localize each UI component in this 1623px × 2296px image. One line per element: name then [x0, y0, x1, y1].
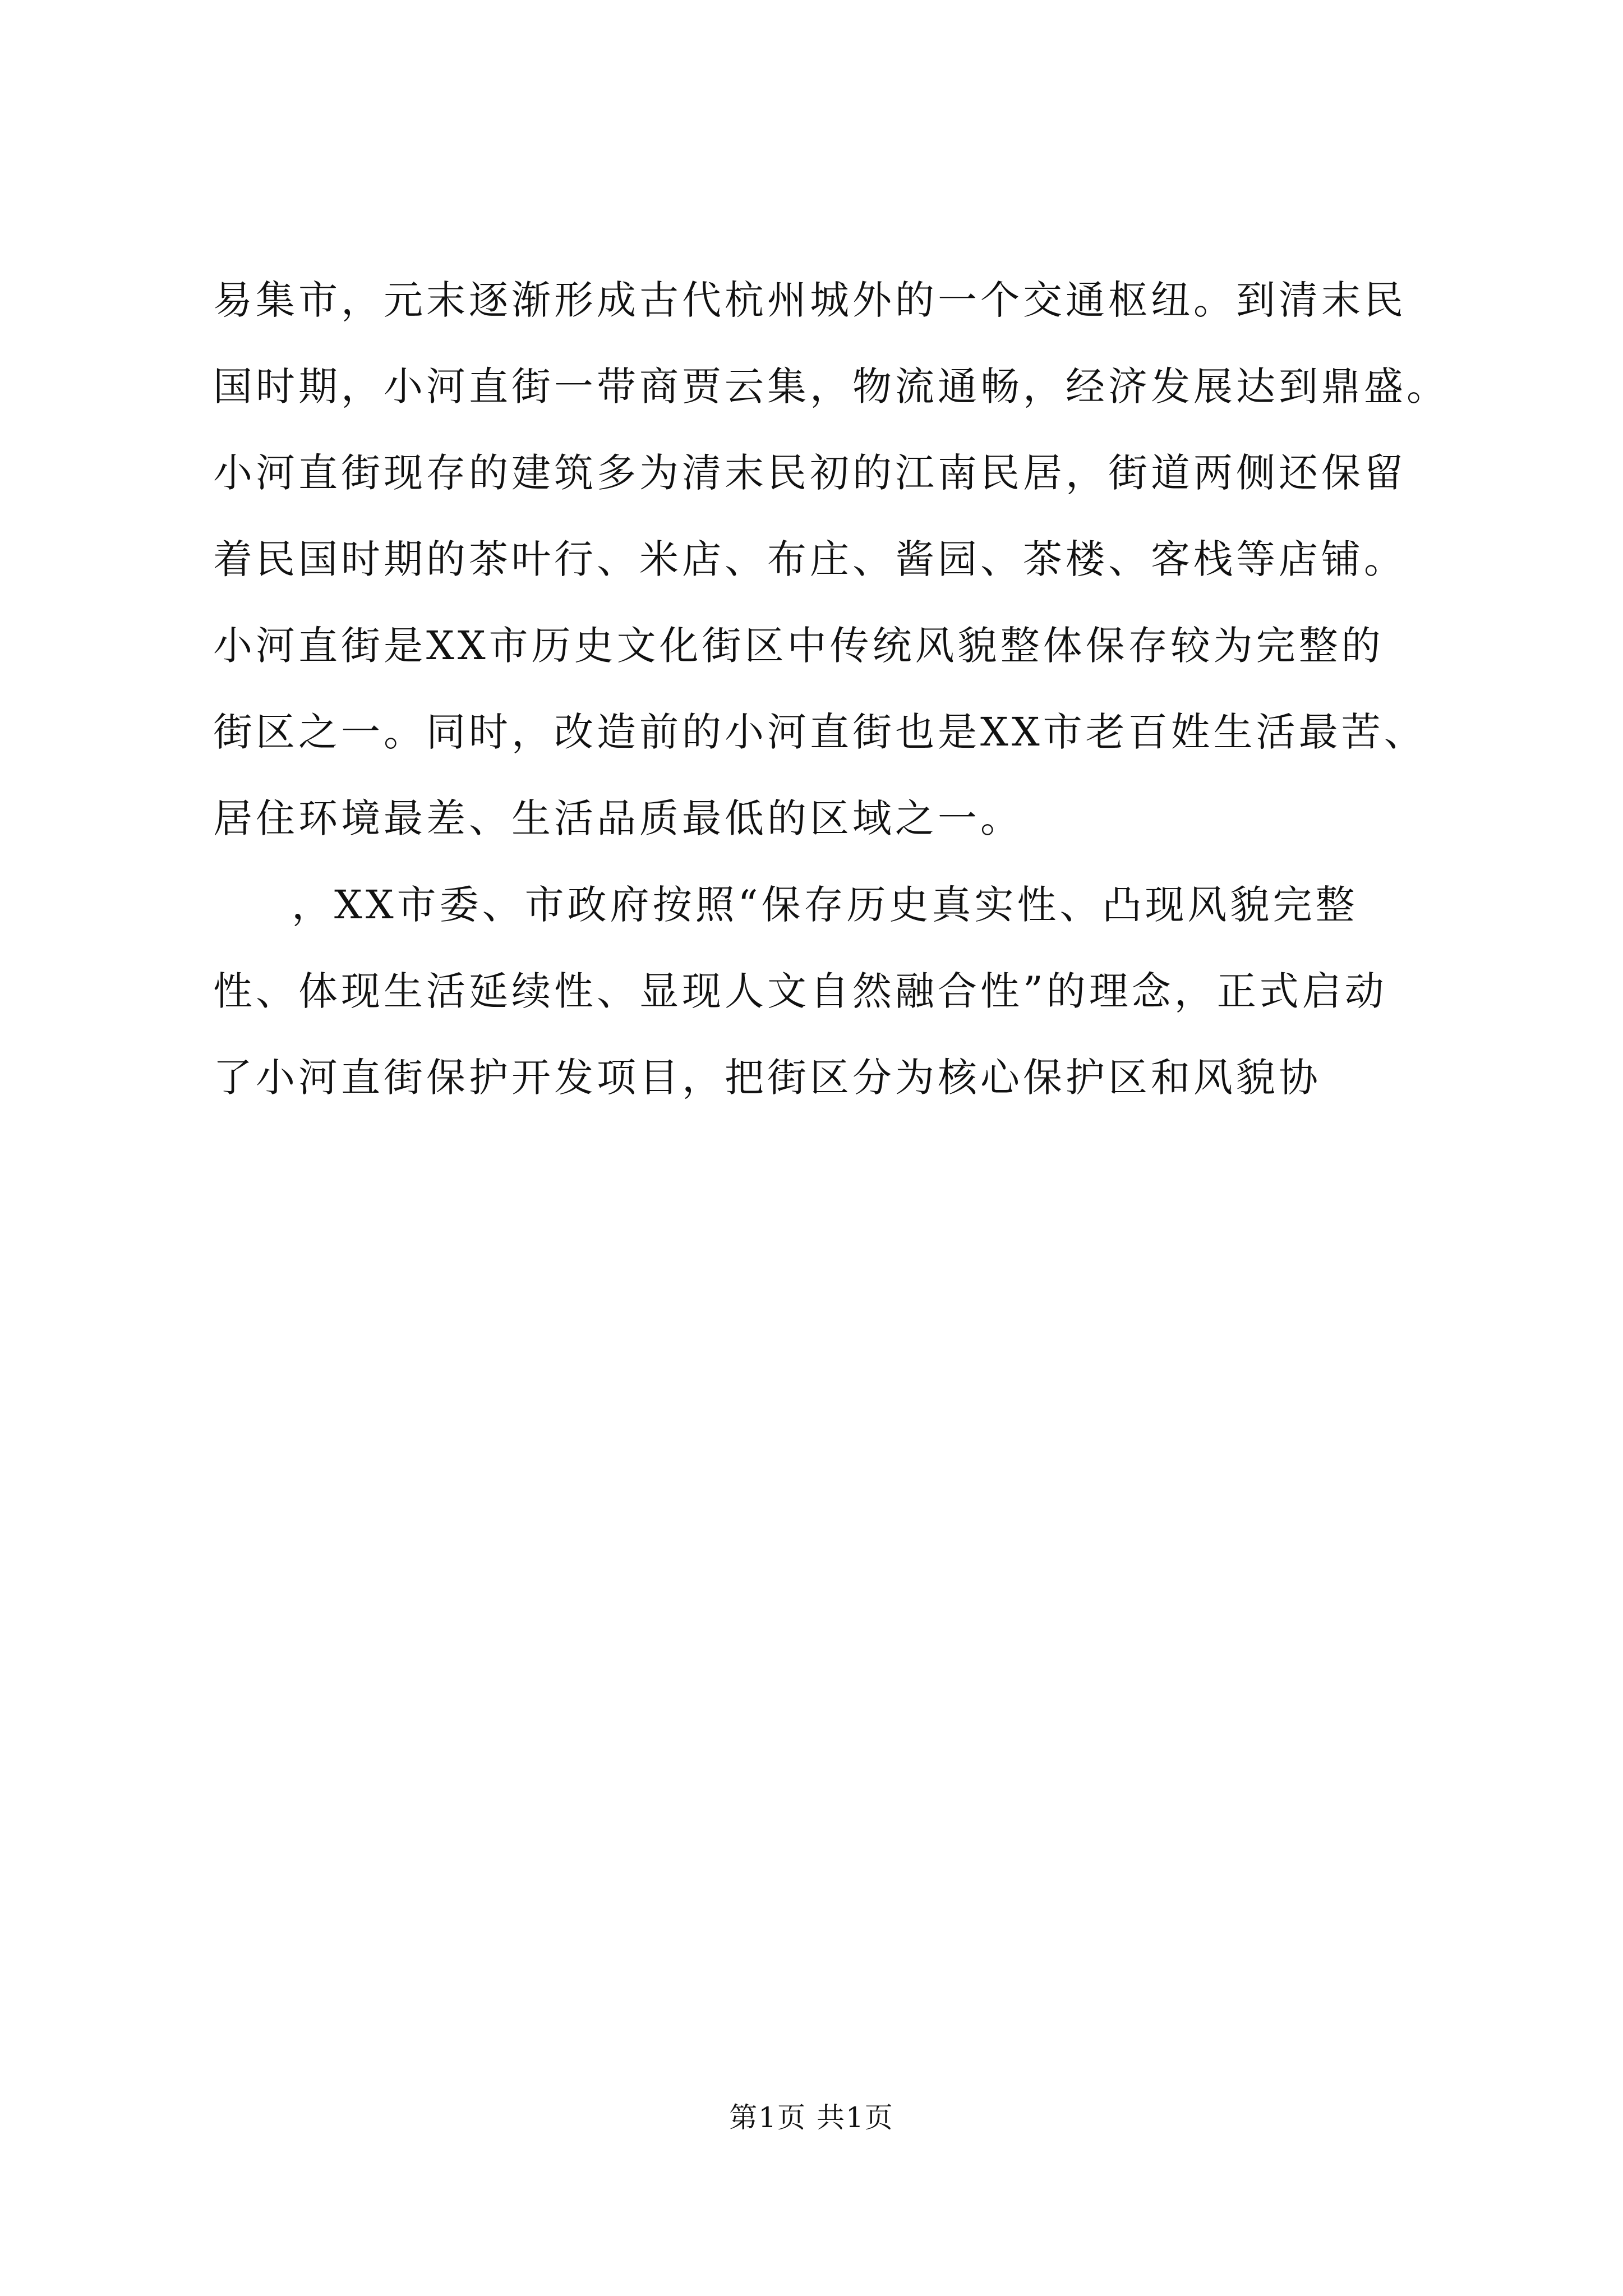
text-line: 性、体现生活延续性、显现人文自然融合性”的理念，正式启动	[213, 968, 1387, 1014]
text-line: 着民国时期的茶叶行、米店、布庄、酱园、茶楼、客栈等店铺。	[213, 536, 1407, 582]
text-line: 小河直街现存的建筑多为清末民初的江南民居，街道两侧还保留	[213, 450, 1407, 496]
text-line: 国时期，小河直街一带商贾云集，物流通畅，经济发展达到鼎盛。	[213, 364, 1449, 409]
paragraph-1	[213, 257, 1449, 862]
text-line: 小河直街是XX市历史文化街区中传统风貌整体保存较为完整的	[213, 623, 1384, 669]
page-footer: 第1页 共1页	[729, 2101, 894, 2134]
text-line: 了小河直街保护开发项目，把街区分为核心保护区和风貌协	[213, 1055, 1321, 1101]
text-line: ，XX市委、市政府按照“保存历史真实性、凸现风貌完整	[292, 882, 1358, 928]
text-line: 街区之一。同时，改造前的小河直街也是XX市老百姓生活最苦、	[213, 709, 1427, 755]
body-text	[213, 257, 1449, 1121]
text-line: 居住环境最差、生活品质最低的区域之一。	[213, 795, 1023, 841]
text-line: 易集市，元末逐渐形成古代杭州城外的一个交通枢纽。到清末民	[213, 277, 1407, 323]
paragraph-2	[213, 862, 1424, 1121]
